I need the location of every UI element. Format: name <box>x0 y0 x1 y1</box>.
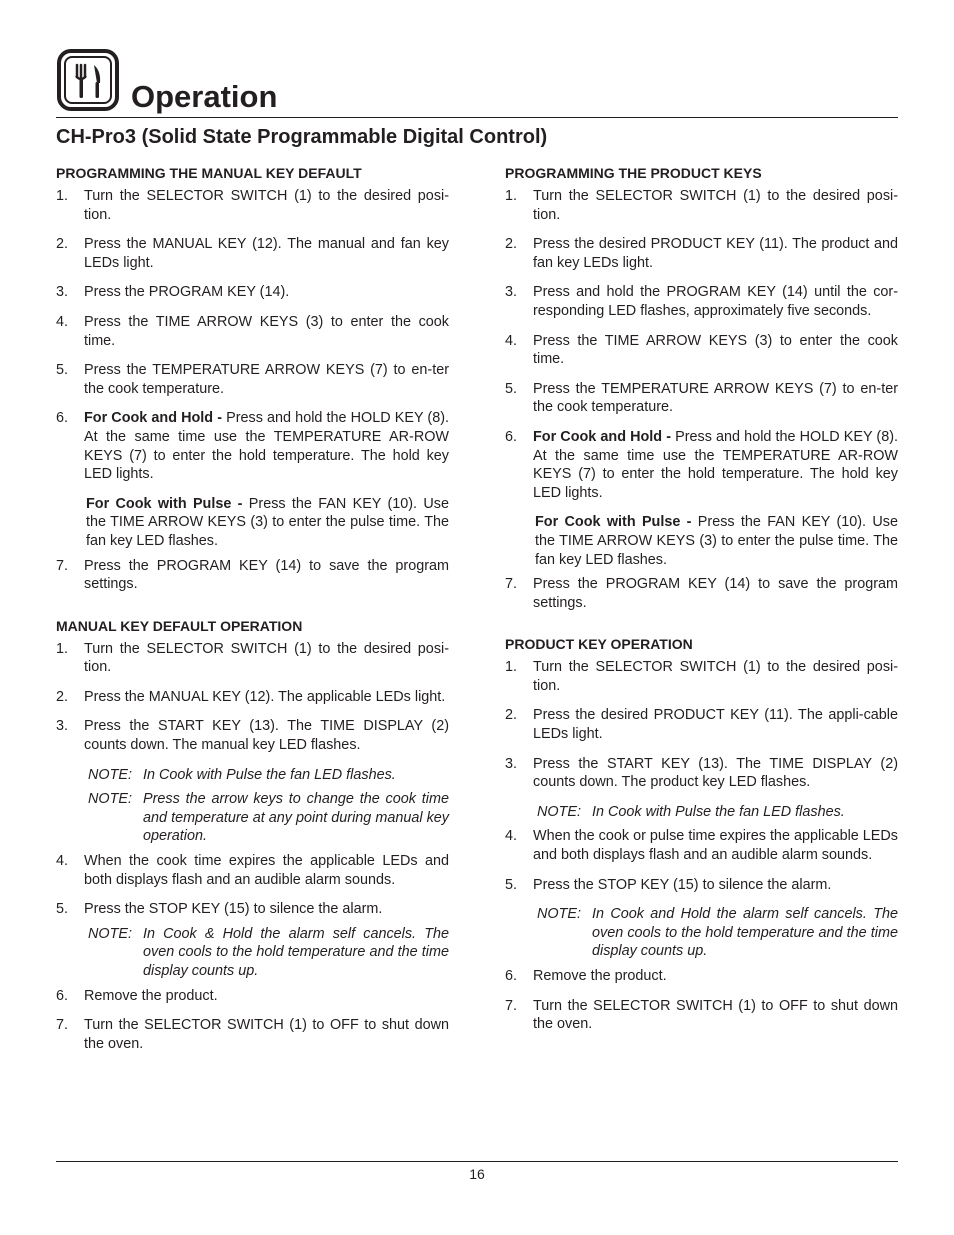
list-item: 5. Press the STOP KEY (15) to silence the alarm. <box>505 876 832 893</box>
subheading-product-operation: PRODUCT KEY OPERATION <box>505 636 693 653</box>
right-column <box>505 165 898 1045</box>
subheading-product-keys: PROGRAMMING THE PRODUCT KEYS <box>505 165 762 181</box>
list-item: 2. Press the desired PRODUCT KEY (11). The product and fan key LEDs light. <box>505 236 898 271</box>
list-item: 3. Press the PROGRAM KEY (14). <box>56 284 290 301</box>
list-item: 6. Remove the product. <box>505 968 667 984</box>
list-item: 1. Turn the SELECTOR SWITCH (1) to the desired posi-tion. <box>56 188 449 223</box>
product-operation-steps <box>505 658 898 792</box>
title-divider <box>56 117 898 118</box>
note: NOTE: In Cook and Hold the alarm self cancels. The oven cools to the hold temperature and the time display counts up. <box>537 906 898 960</box>
list-item: 5. Press the TEMPERATURE ARROW KEYS (7) to en-ter the cook temperature. <box>505 380 898 416</box>
list-item: 1. Turn the SELECTOR SWITCH (1) to the desired posi-tion. <box>56 640 449 676</box>
left-column <box>56 165 449 1064</box>
list-item: 7. Press the PROGRAM KEY (14) to save the program settings. <box>56 557 449 593</box>
subheading-manual-operation: MANUAL KEY DEFAULT OPERATION <box>56 617 303 634</box>
subheading-manual-default: PROGRAMMING THE MANUAL KEY DEFAULT <box>56 165 362 181</box>
list-item: 3. Press the START KEY (13). The TIME DISPLAY (2) counts down. The product key LED flashes. <box>505 755 898 791</box>
section-title: CH-Pro3 (Solid State Programmable Digital Control) <box>56 126 548 148</box>
list-item: 5. Press the TEMPERATURE ARROW KEYS (7) to en-ter the cook temperature. <box>56 362 449 397</box>
list-item: 1. Turn the SELECTOR SWITCH (1) to the desired posi-tion. <box>505 659 898 694</box>
list-item: 6. For Cook and Hold - Press and hold the HOLD KEY (8). At the same time use the TEMPERATURE AR-ROW KEYS (7) to enter the hold temperature. The hold key LED lights. <box>56 410 449 483</box>
note: NOTE: In Cook with Pulse the fan LED flashes. <box>537 803 845 820</box>
pulse-paragraph: For Cook with Pulse - Press the FAN KEY (10). Use the TIME ARROW KEYS (3) to enter the pulse time. The fan key LED flashes. <box>86 495 449 549</box>
list-item: 4. When the cook or pulse time expires the applicable LEDs and both displays flash and an audible alarm sounds. <box>505 828 898 864</box>
list-item: 3. Press and hold the PROGRAM KEY (14) until the cor-responding LED flashes, approximately five seconds. <box>505 284 898 319</box>
list-item: 7. Turn the SELECTOR SWITCH (1) to OFF to shut down the oven. <box>56 1017 449 1052</box>
list-item: 3. Press the START KEY (13). The TIME DISPLAY (2) counts down. The manual key LED flashes. <box>56 718 449 754</box>
list-item: 6. For Cook and Hold - Press and hold the HOLD KEY (8). At the same time use the TEMPERATURE AR-ROW KEYS (7) to enter the hold temperature. The hold key LED lights. <box>505 428 898 501</box>
list-item: 6. Remove the product. <box>56 987 218 1004</box>
pulse-paragraph: For Cook with Pulse - Press the FAN KEY (10). Use the TIME ARROW KEYS (3) to enter the pulse time. The fan key LED flashes. <box>535 514 898 568</box>
list-item: 1. Turn the SELECTOR SWITCH (1) to the desired posi-tion. <box>505 188 898 223</box>
note: NOTE: In Cook with Pulse the fan LED flashes. <box>88 766 396 783</box>
list-item: 5. Press the STOP KEY (15) to silence the alarm. <box>56 901 383 918</box>
list-item: 4. When the cook time expires the applicable LEDs and both displays flash and an audible alarm sounds. <box>56 853 449 888</box>
page-title: Operation <box>131 79 278 114</box>
footer-divider <box>56 1161 898 1162</box>
product-keys-steps <box>505 187 898 502</box>
list-item: 4. Press the TIME ARROW KEYS (3) to enter the cook time. <box>56 313 449 349</box>
note: NOTE: In Cook & Hold the alarm self cancels. The oven cools to the hold temperature and the time display counts up. <box>88 925 449 979</box>
manual-operation-steps <box>56 640 449 755</box>
list-item: 4. Press the TIME ARROW KEYS (3) to enter the cook time. <box>505 332 898 368</box>
note: NOTE: Press the arrow keys to change the cook time and temperature at any point during manual key operation. <box>88 791 449 845</box>
list-item: 7. Press the PROGRAM KEY (14) to save the program settings. <box>505 576 898 611</box>
list-item: 7. Turn the SELECTOR SWITCH (1) to OFF to shut down the oven. <box>505 997 898 1033</box>
manual-default-steps <box>56 187 449 484</box>
list-item: 2. Press the MANUAL KEY (12). The applicable LEDs light. <box>56 688 446 705</box>
list-item: 2. Press the desired PRODUCT KEY (11). The appli-cable LEDs light. <box>505 707 898 743</box>
page-number: 16 <box>469 1166 485 1182</box>
list-item: 2. Press the MANUAL KEY (12). The manual and fan key LEDs light. <box>56 236 449 271</box>
fork-knife-icon <box>57 49 119 111</box>
